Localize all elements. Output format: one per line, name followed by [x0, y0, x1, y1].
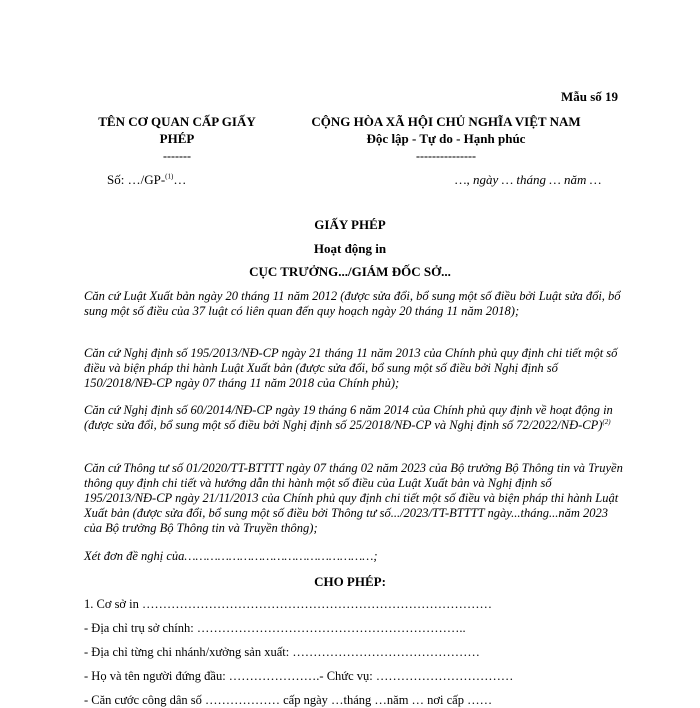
- field-id-card: - Căn cước công dân số ……………… cấp ngày …tháng …năm … nơi cấp ……: [84, 693, 493, 707]
- footnote-2: (2): [602, 417, 611, 426]
- national-header: [298, 113, 594, 147]
- issuing-authority: CỤC TRƯỞNG.../GIÁM ĐỐC SỞ...: [249, 264, 451, 279]
- form-number: Mẫu số 19: [560, 89, 618, 104]
- field-printing-facility: 1. Cơ sở in …………………………………………………………………………: [84, 597, 493, 611]
- agency-divider: -------: [163, 149, 191, 163]
- agency-name: TÊN CƠ QUAN CẤP GIẤY PHÉP: [98, 114, 256, 146]
- document-title: GIẤY PHÉP: [314, 217, 386, 232]
- date-line: …, ngày … tháng … năm …: [455, 172, 602, 187]
- motto-divider: ---------------: [416, 149, 476, 163]
- legal-basis-1: Căn cứ Luật Xuất bản ngày 20 tháng 11 năm 2012 (được sửa đổi, bổ sung một số điều bởi Luật sửa đổi, bổ sung một số điều của 37 luật có liên quan đến quy hoạch ngày 20 tháng 11 năm 2018);: [84, 289, 621, 318]
- document-number-text: Số: …/GP-: [107, 172, 166, 187]
- field-head-person: - Họ và tên người đứng đầu: ………………….- Chức vụ: ……………………………: [84, 669, 514, 683]
- legal-basis-3: [84, 403, 624, 433]
- request-line: Xét đơn đề nghị của……………………………………………;: [84, 549, 378, 563]
- footnote-1: (1): [165, 172, 174, 181]
- document-number-tail: …: [173, 172, 187, 187]
- legal-basis-2: Căn cứ Nghị định số 195/2013/NĐ-CP ngày 21 tháng 11 năm 2013 của Chính phủ quy định chi tiết một số điều và biện pháp thi hành Luật Xuất bản (được sửa đổi, bổ sung một số điều bởi Nghị định số 150/2018/NĐ-CP ngày 07 tháng 11 năm 2018 của Chính phủ);: [84, 346, 618, 390]
- country-name: CỘNG HÒA XÃ HỘI CHỦ NGHĨA VIỆT NAM: [311, 114, 581, 129]
- allow-heading: CHO PHÉP:: [314, 574, 386, 589]
- document-subtitle: Hoạt động in: [313, 241, 387, 256]
- field-head-office: - Địa chỉ trụ sở chính: ………………………………………………………..: [84, 621, 466, 635]
- field-branch-address: - Địa chỉ từng chi nhánh/xưởng sản xuất: ………………………………………: [84, 645, 480, 659]
- legal-basis-4: Căn cứ Thông tư số 01/2020/TT-BTTTT ngày 07 tháng 02 năm 2023 của Bộ trưởng Bộ Thông tin và Truyền thông quy định chi tiết và hướng dẫn thi hành một số điều của Luật Xuất bản và Nghị định số 195/2013/NĐ-CP ngày 21/11/2013 của Chính phủ quy định chi tiết một số điều và biện pháp thi hành Luật Xuất bản (được sửa đổi, bổ sung một số điều bởi Thông tư số.../2023/TT-BTTTT ngày...tháng...năm 2023 của Bộ trưởng Bộ Thông tin và Truyền thông);: [84, 461, 623, 535]
- legal-basis-3-text: Căn cứ Nghị định số 60/2014/NĐ-CP ngày 19 tháng 6 năm 2014 của Chính phủ quy định về hoạt động in (được sửa đổi, bổ sung một số điều bởi Nghị định số 25/2018/NĐ-CP và Nghị định số 72/2022/NĐ-CP): [84, 403, 613, 432]
- national-motto: Độc lập - Tự do - Hạnh phúc: [366, 131, 526, 146]
- document-number: [107, 172, 186, 188]
